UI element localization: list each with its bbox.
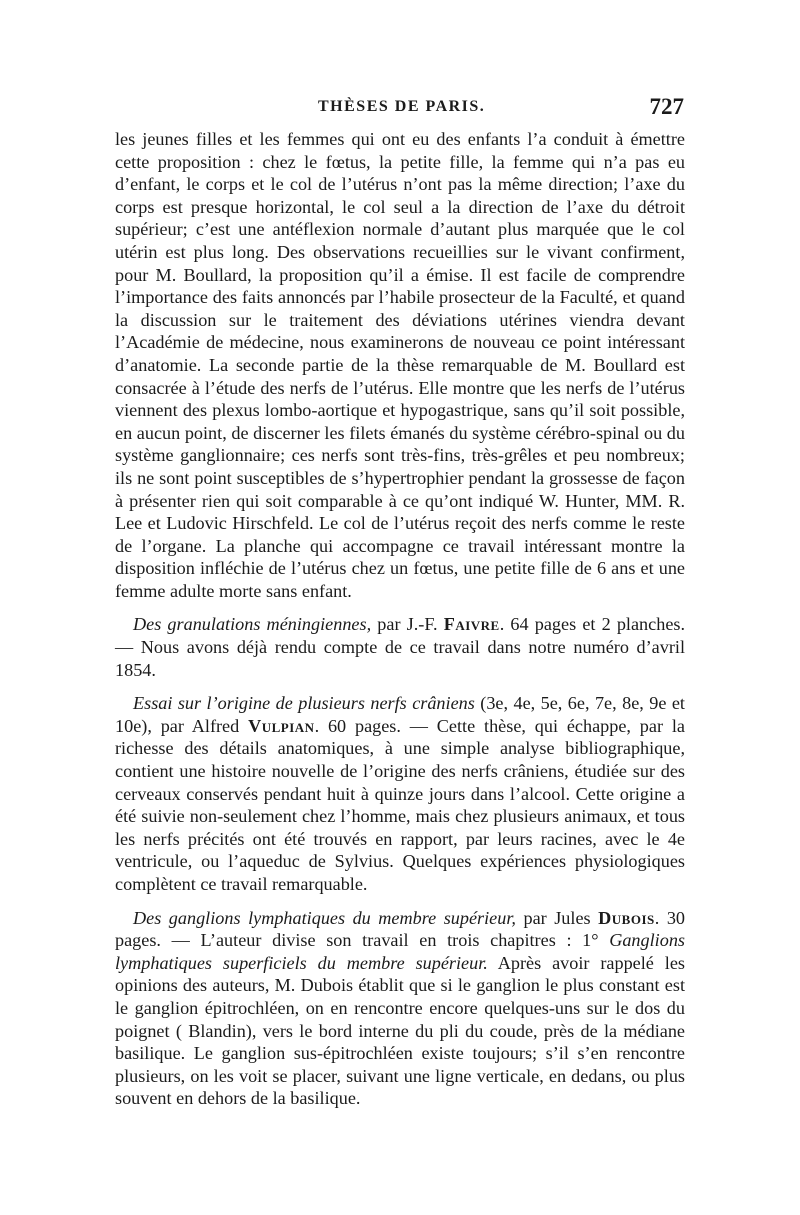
paragraph-dubois-review — [115, 907, 685, 1110]
review-text: . 64 pages et 2 planches. — Nous avons déjà rendu compte de ce travail dans notre numéro d’avril 1854. — [115, 614, 686, 680]
chapter-title: Ganglions lymphatiques superficiels du membre supérieur. — [115, 930, 685, 973]
paragraph-text: les jeunes filles et les femmes qui ont eu des enfants l’a conduit à émettre cette proposition : chez le fœtus, la petite fille, la femme qui n’a pas eu d’enfant, le corps et le col de l’utérus n’ont pas la même direction; l’axe du corps est presque horizontal, le col seul a la direction de l’axe du détroit supérieur; c’est une antéflexion normale d’autant plus marquée que le col utérin est plus long. Des observations recueillies sur le vivant confirment, pour M. Boullard, la proposition qu’il a émise. Il est facile de comprendre l’importance des faits annoncés par l’habile prosecteur de la Faculté, et quand la discussion sur le traitement des déviations utérines viendra devant l’Académie de médecine, nous examinerons de nouveau ce point intéressant d’anatomie. La seconde partie de la thèse remarquable de M. Boullard est consacrée à l’étude des nerfs de l’utérus. Elle montre que les nerfs de l’utérus viennent des plexus lombo-aortique et hypogastrique, sans qu’il soit possible, en aucun point, de discerner les filets émanés du système cérébro-spinal ou du système ganglionnaire; ces nerfs sont très-fins, très-grêles et peu nombreux; ils ne sont point susceptibles de s’hypertrophier pendant la grossesse de façon à présenter rien qui soit comparable à ce qu’ont indiqué W. Hunter, MM. R. Lee et Ludovic Hirschfeld. Le col de l’utérus reçoit des nerfs comme le reste de l’organe. La planche qui accompagne ce travail intéressant montre la disposition infléchie de l’utérus chez un fœtus, une petite fille de 6 ans et une femme adulte morte sans enfant. — [115, 129, 685, 601]
author-name: Faivre — [443, 614, 500, 635]
review-text: . 30 pages. — L’auteur divise son travail en trois chapitres : 1° — [115, 907, 686, 951]
paragraph-boullard-continued — [115, 128, 685, 602]
thesis-title: Des granulations méningiennes, — [133, 614, 372, 635]
nerve-list: (3e, 4e, 5e, 6e, 7e, 8e, 9e et 10e), par Alfred — [115, 693, 685, 736]
running-header — [118, 94, 684, 128]
review-text-continued: Après avoir rappelé les opinions des auteurs, M. Dubois établit que si le ganglion le plus constant est le ganglion épitrochléen, on en rencontre encore quelques-uns sur le dos du poignet ( Blandin), vers le bord interne du pli du coude, près de la médiane basilique. Le ganglion sus-épitrochléen existe toujours; s’il s’en rencontre plusieurs, on les voit se placer, suivant une ligne verticale, en dedans, ou plus souvent en dehors de la basilique. — [115, 952, 685, 1109]
author-name: Vulpian — [248, 715, 315, 736]
paragraph-vulpian-review — [115, 692, 685, 895]
thesis-title: Des ganglions lymphatiques du membre supérieur, — [133, 907, 516, 928]
review-text: . 60 pages. — Cette thèse, qui échappe, par la richesse des détails anatomiques, à une simple analyse bibliographique, contient une histoire nouvelle de l’origine des nerfs crâniens, étudiée sur des cerveaux conservés pendant huit à quinze jours dans l’alcool. Cette origine a été suivie non-seulement chez l’homme, mais chez plusieurs animaux, et tous les nerfs précités ont été trouvés en rapport, par leurs racines, avec le 4e ventricule, ou l’aqueduc de Sylvius. Quelques expériences physiologiques complètent ce travail remarquable. — [115, 715, 685, 894]
thesis-title: Essai sur l’origine de plusieurs nerfs crâniens — [133, 693, 475, 714]
byline: par Jules — [515, 907, 599, 928]
paragraph-faivre-review — [115, 613, 685, 681]
running-title: THÈSES DE PARIS. — [318, 98, 486, 115]
body-text — [115, 128, 685, 1110]
byline: par J.-F. — [371, 614, 444, 635]
author-name: Dubois — [598, 907, 655, 928]
page-number: 727 — [649, 94, 684, 119]
